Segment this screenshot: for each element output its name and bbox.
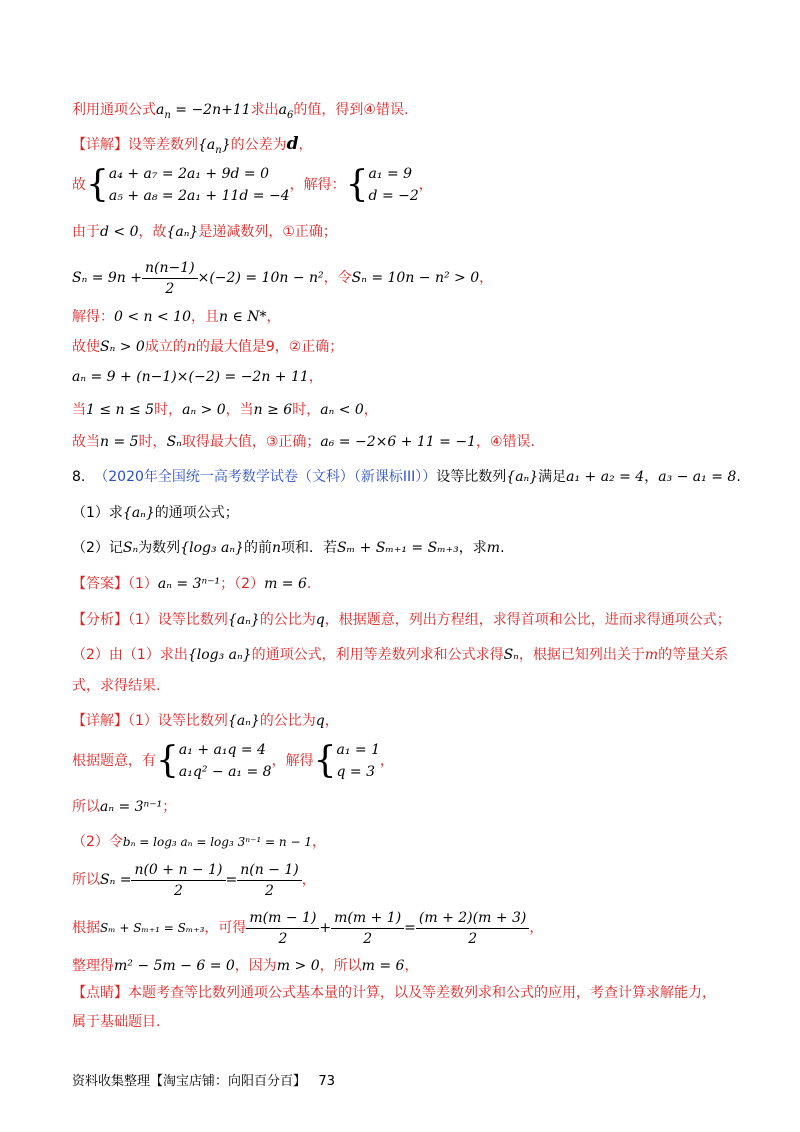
text: ，根据已知列出关于 <box>518 647 645 663</box>
text: 的前 <box>243 540 272 556</box>
max-n-line <box>72 337 343 357</box>
formula: Sₙ <box>166 434 182 450</box>
formula: aₙ = 3ⁿ⁻¹ <box>157 576 221 592</box>
equation-system: a₁ + a₁q = 4 a₁q² − a₁ = 8 <box>178 742 272 780</box>
text: 的等量关系 <box>658 647 729 663</box>
fraction: $\frac{n(n - 1)}{2}$ <box>237 860 302 901</box>
text: 取得最大值，③正确； <box>181 434 321 450</box>
text: ， <box>298 137 313 153</box>
detail-line-3 <box>72 797 176 817</box>
text: ，且 <box>191 309 219 325</box>
text: ， <box>529 920 544 936</box>
detail-system-line <box>72 739 394 783</box>
formula: Sₙ <box>122 540 139 556</box>
formula: m <box>486 540 501 556</box>
question-8 <box>72 467 741 487</box>
formula: {aₙ} <box>122 505 155 521</box>
detail-line-1 <box>72 711 339 731</box>
general-term-line <box>72 367 323 387</box>
text: 的公比为 <box>259 713 316 729</box>
text: （2）令 <box>72 834 123 850</box>
text: ， <box>324 713 339 729</box>
text: ，④错误. <box>475 434 535 450</box>
text: 所以 <box>72 799 100 815</box>
text: 故当 <box>72 434 100 450</box>
detail-line-7 <box>72 956 418 976</box>
formula: n = 5 <box>100 434 139 450</box>
text: （1）求 <box>72 505 123 521</box>
formula: {log₃ aₙ} <box>187 647 252 663</box>
text: 当 <box>72 402 86 418</box>
formula: m = 6 <box>361 958 405 974</box>
text: ，解得 <box>271 753 314 769</box>
formula: n <box>186 339 196 355</box>
text: （2）由（1）求出 <box>72 647 188 663</box>
formula: {aₙ} <box>506 469 539 485</box>
left-brace: { <box>86 164 109 205</box>
equation-system: a₄ + a₇ = 2a₁ + 9d = 0 a₅ + a₈ = 2a₁ + 11d = −4 <box>108 166 290 204</box>
text: 整理得 <box>72 958 114 974</box>
detail-label: 【详解】（1）设等比数列 <box>72 713 228 729</box>
formula: d < 0 <box>100 224 139 240</box>
text: 的最大值是9，②正确； <box>195 339 344 355</box>
text: 的公差为 <box>230 137 287 153</box>
formula: {aₙ} <box>166 224 199 240</box>
answer-label: 【答案】（1） <box>72 576 158 592</box>
text: ，当 <box>225 402 254 418</box>
formula: aₙ > 0 <box>182 402 226 418</box>
text: ， <box>644 469 659 485</box>
formula: 1 ≤ n ≤ 5 <box>86 402 155 418</box>
text: （2）记 <box>72 540 123 556</box>
left-brace: { <box>345 164 369 205</box>
text: 由于 <box>72 224 100 240</box>
text: ，令 <box>323 270 352 286</box>
question-number: 8. <box>72 469 86 485</box>
detail-equation-line <box>72 906 543 950</box>
left-brace: { <box>156 740 179 781</box>
text: 所以 <box>72 872 100 888</box>
formula: m = 6 <box>264 576 307 592</box>
formula: Sₙ > 0 <box>100 339 145 355</box>
text: 是递减数列，①正确； <box>198 224 337 240</box>
text: ， <box>418 177 433 193</box>
fraction: $\frac{n(n-1)}{2}$ <box>142 258 198 299</box>
text: 项和．若 <box>280 540 337 556</box>
formula: + <box>319 920 332 936</box>
text: 式，求得结果. <box>72 678 161 694</box>
footer-text: 资料收集整理【淘宝店铺：向阳百分百】 <box>72 1074 307 1089</box>
analysis-line-3 <box>72 676 160 696</box>
text: ，解得： <box>289 177 346 193</box>
text: 时， <box>154 402 183 418</box>
text: ， <box>479 270 494 286</box>
formula: Sₘ + Sₘ₊₁ = Sₘ₊₃ <box>336 540 459 556</box>
text: ，根据题意，列出方程组，求得首项和公比，进而求得通项公式； <box>324 612 731 628</box>
text: ；（2） <box>220 576 265 592</box>
sum-formula-line <box>72 256 493 300</box>
text: ， <box>308 369 323 385</box>
text: ，求 <box>458 540 487 556</box>
formula: Sₙ = <box>100 872 132 888</box>
fraction: $\frac{m(m + 1)}{2}$ <box>331 908 404 949</box>
comment-line-1 <box>72 983 716 1003</box>
page-footer <box>72 1070 335 1089</box>
formula: m > 0 <box>276 958 320 974</box>
formula: = <box>225 872 238 888</box>
solution-system: a₁ = 9 d = −2 <box>368 166 419 204</box>
analysis-line-2 <box>72 645 728 665</box>
formula: Sₙ = 9n + <box>72 270 142 286</box>
conclusion-line <box>72 432 535 452</box>
text: 根据 <box>72 920 100 936</box>
comment-line-2 <box>72 1012 160 1032</box>
page-number: 73 <box>318 1074 335 1089</box>
formula: {aₙ} <box>227 612 260 628</box>
comment-text: 【点睛】本题考查等比数列通项公式基本量的计算，以及等差数列求和公式的应用，考查计算求解能力， <box>72 985 716 1001</box>
formula: 0 < n < 10 <box>114 309 191 325</box>
text: 利用通项公式 <box>72 102 156 118</box>
formula: $a_6$ <box>278 102 294 121</box>
formula: {aₙ} <box>227 713 260 729</box>
text: . <box>736 469 741 485</box>
text: ，故 <box>138 224 167 240</box>
formula: $a_n = -2n+11$ <box>156 102 251 121</box>
text: 满足 <box>538 469 567 485</box>
text: 时， <box>138 434 167 450</box>
text: . <box>306 576 312 592</box>
text: 时， <box>292 402 321 418</box>
text: 的公比为 <box>259 612 316 628</box>
text: ，所以 <box>319 958 362 974</box>
text: ，因为 <box>234 958 277 974</box>
detail-line-4 <box>72 832 326 852</box>
text: ； <box>162 799 177 815</box>
formula: n <box>271 540 281 556</box>
comment-text: 属于基础题目. <box>72 1014 161 1030</box>
text: 的通项公式，利用等差数列求和公式求得 <box>251 647 504 663</box>
solution-system: a₁ = 1 q = 3 <box>336 742 380 780</box>
formula: = <box>404 920 416 936</box>
formula: $\{a_n\}$ <box>198 137 231 156</box>
formula: aₙ = 9 + (n−1)×(−2) = −2n + 11 <box>72 369 309 385</box>
text: 求出 <box>250 102 279 118</box>
analysis-line-1 <box>72 610 731 630</box>
fraction: $\frac{m(m - 1)}{2}$ <box>246 908 319 949</box>
formula: bₙ = log₃ aₙ = log₃ 3ⁿ⁻¹ = n − 1 <box>122 835 312 849</box>
text: 根据题意，有 <box>72 753 156 769</box>
question-part-2 <box>72 538 505 558</box>
text: 故使 <box>72 339 100 355</box>
detail-sum-line <box>72 858 316 902</box>
formula: aₙ = 3ⁿ⁻¹ <box>100 799 163 815</box>
analysis-label: 【分析】（1）设等比数列 <box>72 612 228 628</box>
formula: Sₙ <box>503 647 519 663</box>
formula: n ∈ N* <box>219 309 267 325</box>
text: 为数列 <box>138 540 181 556</box>
formula: d <box>286 134 299 154</box>
formula: aₙ < 0 <box>320 402 364 418</box>
system-line <box>72 163 433 207</box>
formula: m² − 5m − 6 = 0 <box>114 958 235 974</box>
detail-heading-line <box>72 134 313 161</box>
text: 设等比数列 <box>436 469 507 485</box>
formula: Sₘ + Sₘ₊₁ = Sₘ₊₃ <box>100 921 205 935</box>
solve-line <box>72 307 281 327</box>
text: ， <box>379 753 394 769</box>
answer-line <box>72 574 311 594</box>
text: ， <box>266 309 281 325</box>
formula: q <box>315 713 325 729</box>
left-brace: { <box>313 740 337 781</box>
text: 故 <box>72 177 86 193</box>
text: ， <box>404 958 419 974</box>
text: ， <box>363 402 378 418</box>
formula: q <box>315 612 325 628</box>
fraction: $\frac{(m + 2)(m + 3)}{2}$ <box>416 908 529 949</box>
text: 的通项公式； <box>154 505 239 521</box>
detail-label: 【详解】设等差数列 <box>72 137 198 153</box>
sign-line <box>72 400 378 420</box>
text: ， <box>301 872 316 888</box>
text: 成立的 <box>144 339 187 355</box>
fraction: $\frac{n(0 + n - 1)}{2}$ <box>131 860 225 901</box>
formula: n ≥ 6 <box>253 402 293 418</box>
question-source: （2020年全国统一高考数学试卷（文科）（新课标III）） <box>94 469 437 485</box>
text: 的值，得到④错误. <box>293 102 409 118</box>
text: 解得： <box>72 309 114 325</box>
formula: m <box>644 647 659 663</box>
formula: a₁ + a₂ = 4 <box>566 469 645 485</box>
analysis-tail-line <box>72 100 408 126</box>
text: ， <box>311 834 326 850</box>
formula: a₃ − a₁ = 8 <box>658 469 737 485</box>
question-part-1 <box>72 503 239 523</box>
formula: {log₃ aₙ} <box>180 540 244 556</box>
text: . <box>500 540 505 556</box>
text: ，可得 <box>204 920 247 936</box>
formula: a₆ = −2×6 + 11 = −1 <box>320 434 476 450</box>
decreasing-line <box>72 222 337 242</box>
formula: Sₙ = 10n − n² > 0 <box>351 270 480 286</box>
formula: ×(−2) = 10n − n² <box>197 270 324 286</box>
